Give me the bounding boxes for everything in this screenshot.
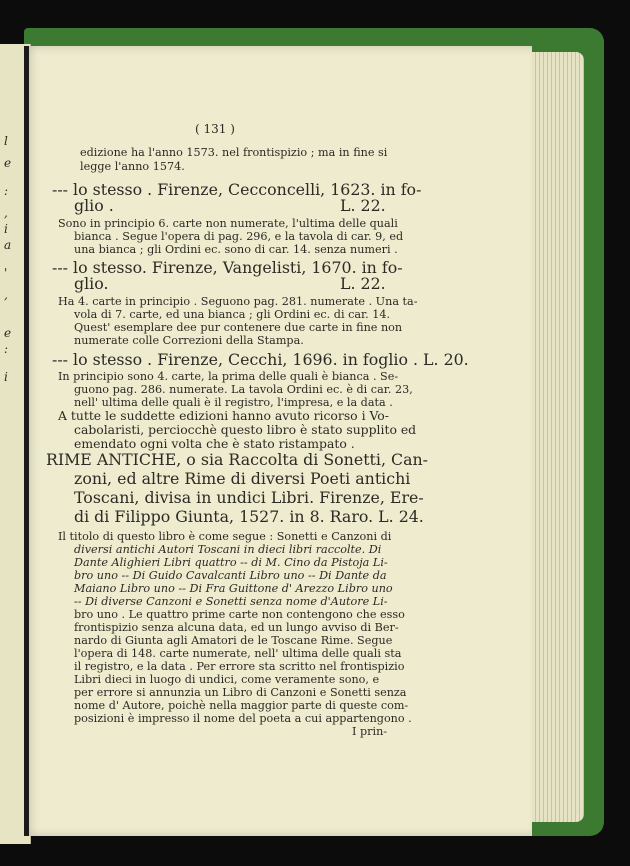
note-line: vola di 7. carte, ed una bianca ; gli Ordini ec. di car. 14. xyxy=(74,308,391,321)
left-page-fragment: : xyxy=(4,184,9,198)
description-line: bro uno . Le quattro prime carte non contengono che esso xyxy=(74,608,405,621)
description-line: il registro, e la data . Per errore sta scritto nel frontispizio xyxy=(74,660,405,673)
catchword: I prin- xyxy=(352,725,388,738)
left-page-fragment: ' xyxy=(4,266,8,280)
note-line: Ha 4. carte in principio . Seguono pag. 281. numerate . Una ta- xyxy=(58,295,418,308)
left-page-fragment: a xyxy=(4,238,12,252)
note-line: Sono in principio 6. carte non numerate, l'ultima delle quali xyxy=(58,217,398,230)
left-page-fragment: e xyxy=(4,326,12,340)
left-page-fragment: , xyxy=(4,206,8,220)
left-page-fragment: i xyxy=(4,222,8,236)
note-line: nell' ultima delle quali è il registro, l'impresa, e la data . xyxy=(74,396,393,409)
description-line: bro uno -- Di Guido Cavalcanti Libro uno -- Di Dante da xyxy=(74,569,387,582)
description-line: Libri dieci in luogo di undici, come veramente sono, e xyxy=(74,673,380,686)
note-line: guono pag. 286. numerate. La tavola Ordini ec. è di car. 23, xyxy=(74,383,413,396)
note-line: cabolaristi, perciocchè questo libro è stato supplito ed xyxy=(74,422,417,437)
left-page-fragment: l xyxy=(4,134,8,148)
description-line: nardo di Giunta agli Amatori de le Toscane Rime. Segue xyxy=(74,634,393,647)
note-line: numerate colle Correzioni della Stampa. xyxy=(74,334,304,347)
note-line: In principio sono 4. carte, la prima delle quali è bianca . Se- xyxy=(58,370,399,383)
left-page-fragment: , xyxy=(4,288,8,302)
entry-heading: zoni, ed altre Rime di diversi Poeti antichi xyxy=(74,469,411,488)
page-number: ( 131 ) xyxy=(195,122,235,136)
entry-heading: glio . xyxy=(74,196,114,215)
description-line: diversi antichi Autori Toscani in dieci libri raccolte. Di xyxy=(74,543,382,556)
entry-heading: RIME ANTICHE, o sia Raccolta di Sonetti, Can- xyxy=(46,450,429,469)
left-page-fragment: i xyxy=(4,370,8,384)
entry-heading: Toscani, divisa in undici Libri. Firenze, Ere- xyxy=(74,488,424,507)
left-page-fragment: : xyxy=(4,342,9,356)
description-line: posizioni è impresso il nome del poeta a cui appartengono . xyxy=(74,712,412,725)
description-line: -- Di diverse Canzoni e Sonetti senza nome d'Autore Li- xyxy=(74,595,388,608)
note-line: A tutte le suddette edizioni hanno avuto ricorso i Vo- xyxy=(58,408,389,423)
note-line: bianca . Segue l'opera di pag. 296, e la tavola di car. 9, ed xyxy=(74,230,404,243)
note-line: Quest' esemplare dee pur contenere due carte in fine non xyxy=(74,321,403,334)
note-line: una bianca ; gli Ordini ec. sono di car. 14. senza numeri . xyxy=(74,243,398,256)
text-line: edizione ha l'anno 1573. nel frontispizio ; ma in fine si xyxy=(80,146,388,159)
description-line: frontispizio senza alcuna data, ed un lungo avviso di Ber- xyxy=(74,621,399,634)
description-line: l'opera di 148. carte numerate, nell' ultima delle quali sta xyxy=(74,647,402,660)
page-gutter xyxy=(24,46,29,836)
note-line: emendato ogni volta che è stato ristampato . xyxy=(74,436,355,451)
entry-price: L. 22. xyxy=(340,196,386,215)
left-page-fragment: e xyxy=(4,156,12,170)
entry-heading: di di Filippo Giunta, 1527. in 8. Raro. L. 24. xyxy=(74,507,424,526)
text-line: legge l'anno 1574. xyxy=(80,160,185,173)
description-line: per errore si annunzia un Libro di Canzoni e Sonetti senza xyxy=(74,686,407,699)
entry-heading: --- lo stesso . Firenze, Cecconcelli, 1623. in fo- xyxy=(52,180,422,199)
description-line: nome d' Autore, poichè nella maggior parte di queste com- xyxy=(74,699,409,712)
entry-heading: --- lo stesso . Firenze, Cecchi, 1696. in foglio . L. 20. xyxy=(52,350,469,369)
description-line: Dante Alighieri Libri quattro -- di M. Cino da Pistoja Li- xyxy=(74,556,388,569)
description-line: Maiano Libro uno -- Di Fra Guittone d' Arezzo Libro uno xyxy=(74,582,393,595)
entry-heading: glio. xyxy=(74,274,109,293)
entry-price: L. 22. xyxy=(340,274,386,293)
description-line: Il titolo di questo libro è come segue : Sonetti e Canzoni di xyxy=(58,530,392,543)
entry-heading: --- lo stesso. Firenze, Vangelisti, 1670. in fo- xyxy=(52,258,403,277)
